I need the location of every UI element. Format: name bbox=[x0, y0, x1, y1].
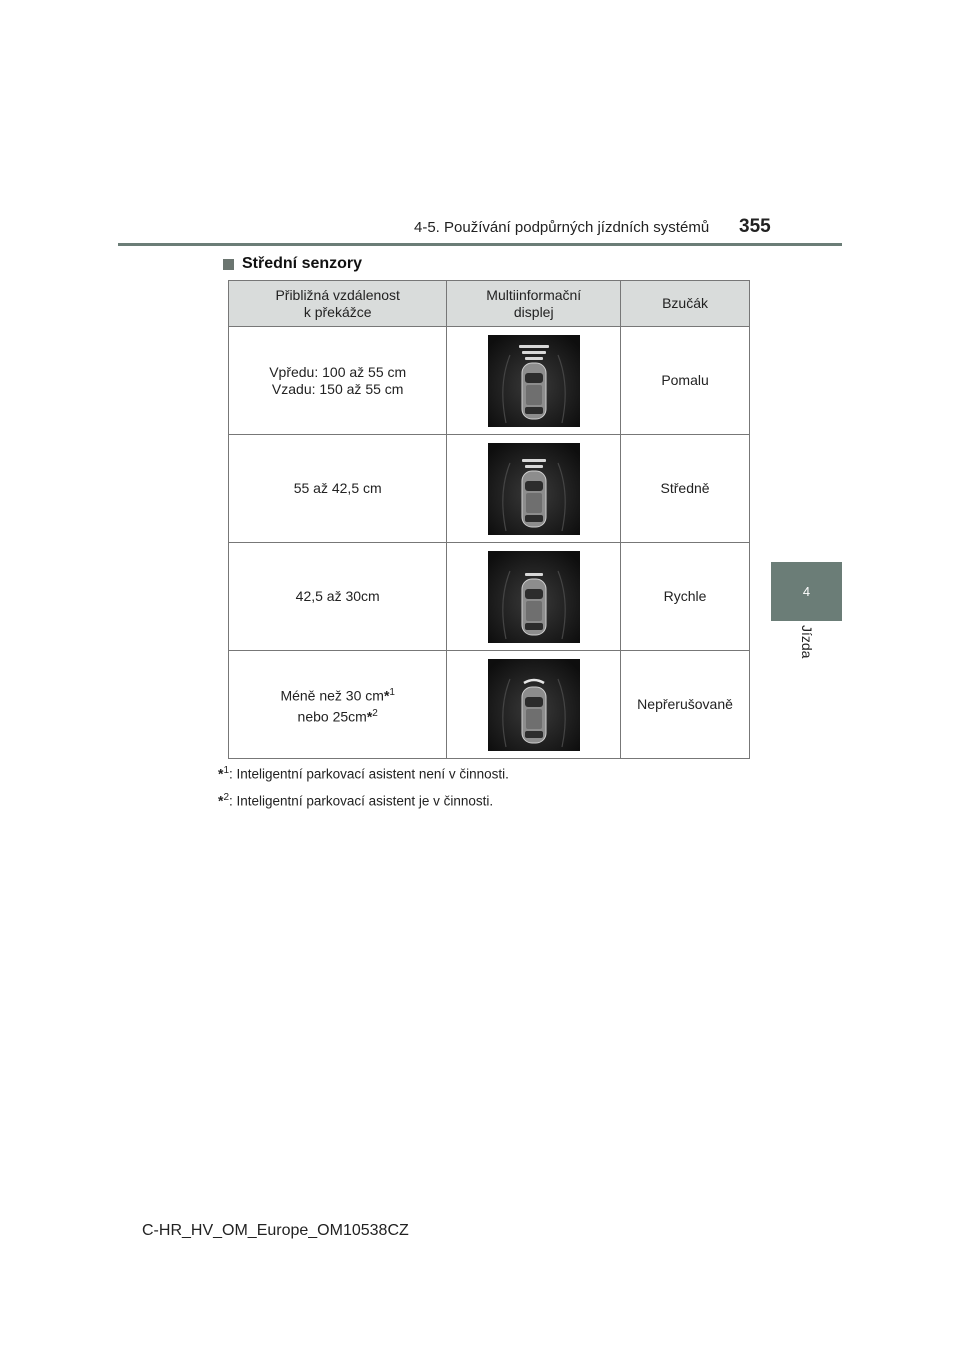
table-row bbox=[229, 327, 750, 435]
footnote-ref: 1 bbox=[389, 686, 395, 698]
distance-line: 42,5 až 30cm bbox=[295, 588, 380, 604]
distance-cell bbox=[229, 327, 447, 435]
buzzer-cell: Nepřerušovaně bbox=[621, 651, 750, 759]
sensor-table bbox=[228, 280, 750, 759]
footnote-ref: 2 bbox=[372, 707, 378, 719]
section-heading-text: Střední senzory bbox=[242, 255, 363, 272]
sensor-bar bbox=[525, 465, 543, 468]
asterisk-mark: * bbox=[366, 708, 373, 725]
car-roof bbox=[526, 709, 542, 729]
table-row bbox=[229, 435, 750, 543]
car-rear-window bbox=[525, 731, 543, 738]
running-header-title: 4-5. Používání podpůrných jízdních systémů bbox=[414, 219, 710, 236]
sensor-display-image bbox=[488, 335, 580, 427]
sensor-display-image bbox=[488, 443, 580, 535]
header-buzzer: Bzučák bbox=[621, 281, 750, 327]
footnote-text: : Inteligentní parkovací asistent je v činnosti. bbox=[229, 793, 494, 809]
sensor-bar bbox=[522, 351, 546, 354]
display-cell bbox=[447, 543, 621, 651]
distance-line: nebo 25cm*$^2$ bbox=[297, 707, 378, 725]
car-roof bbox=[526, 601, 542, 621]
square-bullet-icon bbox=[223, 259, 234, 270]
display-cell bbox=[447, 435, 621, 543]
buzzer-cell: Pomalu bbox=[621, 327, 750, 435]
buzzer-cell: Středně bbox=[621, 435, 750, 543]
header-distance-line1: Přibližná vzdálenost bbox=[275, 286, 400, 303]
footnote-number: 1 bbox=[223, 765, 230, 776]
distance-cell bbox=[229, 651, 447, 759]
section-heading bbox=[223, 255, 362, 273]
distance-line: 55 až 42,5 cm bbox=[293, 480, 382, 496]
buzzer-cell: Rychle bbox=[621, 543, 750, 651]
car-windshield bbox=[525, 697, 543, 707]
display-cell bbox=[447, 651, 621, 759]
header-display bbox=[447, 281, 621, 327]
sensor-bar bbox=[525, 573, 543, 576]
car-rear-window bbox=[525, 623, 543, 630]
asterisk-mark: * bbox=[218, 765, 224, 782]
asterisk-mark: * bbox=[218, 792, 224, 809]
header-rule bbox=[118, 243, 842, 246]
footnote bbox=[218, 792, 493, 809]
sensor-bar bbox=[525, 357, 543, 360]
header-display-line1: Multiinformační bbox=[486, 286, 582, 303]
car-rear-window bbox=[525, 407, 543, 414]
sensor-bar bbox=[522, 459, 546, 462]
chapter-number: 4 bbox=[802, 584, 811, 599]
table-row bbox=[229, 543, 750, 651]
footnote-number: 2 bbox=[223, 792, 230, 803]
distance-line: Méně než 30 cm*$^1$ bbox=[280, 686, 395, 704]
table-header-row bbox=[229, 281, 750, 327]
car-windshield bbox=[525, 589, 543, 599]
distance-cell bbox=[229, 435, 447, 543]
header-display-line2: displej bbox=[513, 303, 554, 320]
car-roof bbox=[526, 493, 542, 513]
car-windshield bbox=[525, 373, 543, 383]
chapter-label: Jízda bbox=[799, 625, 815, 659]
distance-line: Vpředu: 100 až 55 cm bbox=[269, 363, 407, 380]
footnote-text: : Inteligentní parkovací asistent není v činnosti. bbox=[229, 766, 509, 782]
car-roof bbox=[526, 385, 542, 405]
footnote bbox=[218, 765, 509, 782]
document-code: C-HR_HV_OM_Europe_OM10538CZ bbox=[142, 1222, 409, 1239]
page-number: 355 bbox=[739, 216, 771, 237]
car-rear-window bbox=[525, 515, 543, 522]
sensor-display-image bbox=[488, 551, 580, 643]
sensor-display-image bbox=[488, 659, 580, 751]
header-distance bbox=[229, 281, 447, 327]
sensor-bar bbox=[519, 345, 549, 348]
display-cell bbox=[447, 327, 621, 435]
chapter-tab[interactable] bbox=[771, 562, 842, 621]
car-windshield bbox=[525, 481, 543, 491]
distance-line: Vzadu: 150 až 55 cm bbox=[271, 380, 404, 397]
distance-cell bbox=[229, 543, 447, 651]
header-distance-line2: k překážce bbox=[303, 303, 372, 320]
asterisk-mark: * bbox=[383, 687, 390, 704]
table-row bbox=[229, 651, 750, 759]
